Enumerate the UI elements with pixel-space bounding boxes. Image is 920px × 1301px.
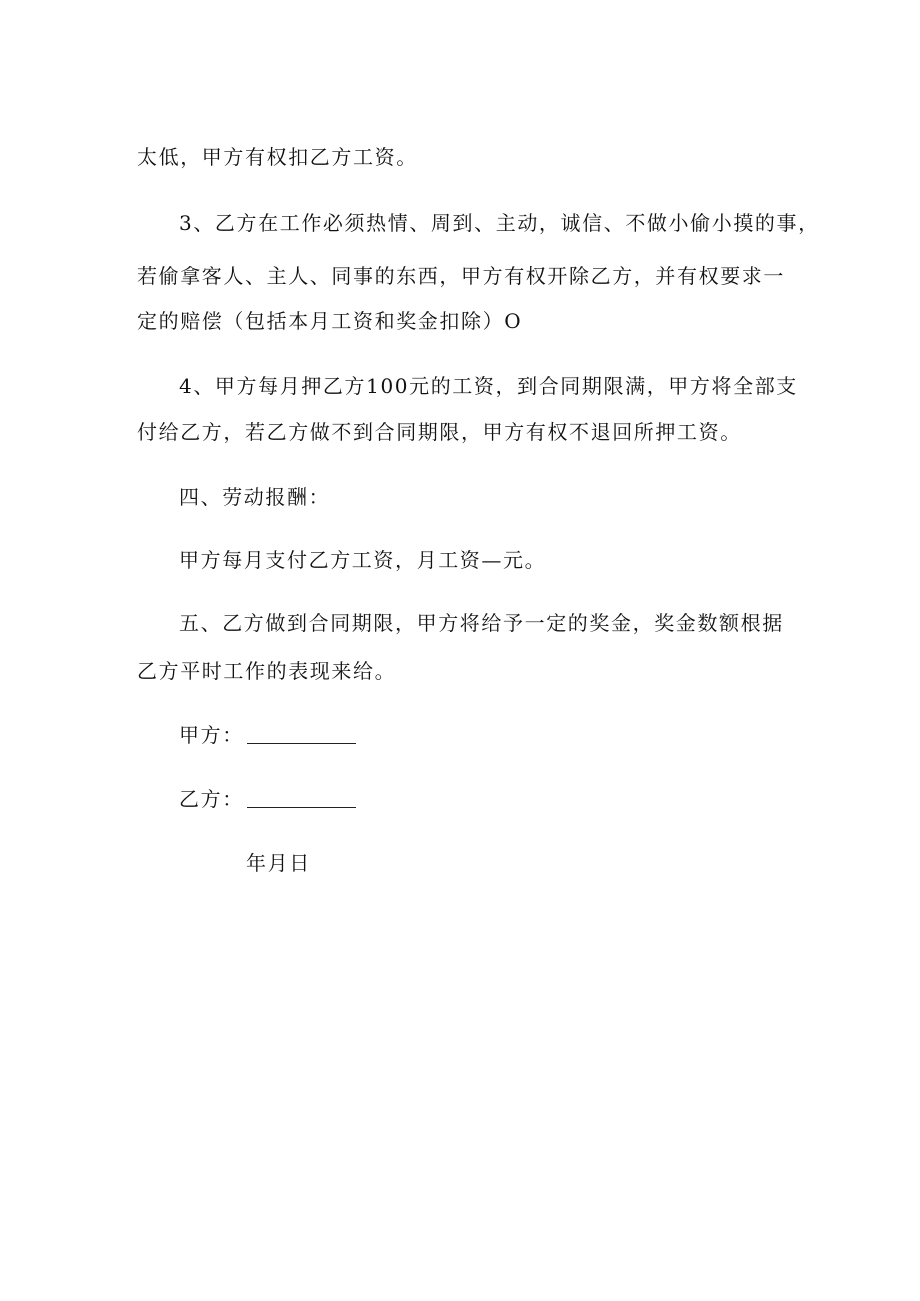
section-5-line-1: 五、乙方做到合同期限，甲方将给予一定的奖金，奖金数额根据: [179, 611, 784, 635]
section-4-heading: 四、劳动报酬：: [179, 485, 331, 509]
clause-3-line-2: 若偷拿客人、主人、同事的东西，甲方有权开除乙方，并有权要求一: [137, 264, 785, 288]
party-b-label: 乙方：: [179, 787, 244, 811]
section-5-line-2: 乙方平时工作的表现来给。: [137, 659, 397, 683]
paragraph-line: 太低，甲方有权扣乙方工资。: [137, 145, 418, 169]
date-label: 年月日: [246, 851, 311, 875]
clause-3-line-1: 3、乙方在工作必须热情、周到、主动，诚信、不做小偷小摸的事，: [179, 211, 820, 235]
clause-4-line-2: 付给乙方，若乙方做不到合同期限，甲方有权不退回所押工资。: [137, 420, 742, 444]
salary-line: 甲方每月支付乙方工资，月工资—元。: [179, 548, 547, 572]
party-b-signature-blank: [247, 807, 356, 808]
party-a-label: 甲方：: [179, 723, 244, 747]
clause-4-line-1: 4、甲方每月押乙方100元的工资，到合同期限满，甲方将全部支: [179, 374, 798, 398]
party-a-signature-blank: [247, 743, 356, 744]
clause-3-line-3: 定的赔偿（包括本月工资和奖金扣除）O: [137, 309, 523, 333]
